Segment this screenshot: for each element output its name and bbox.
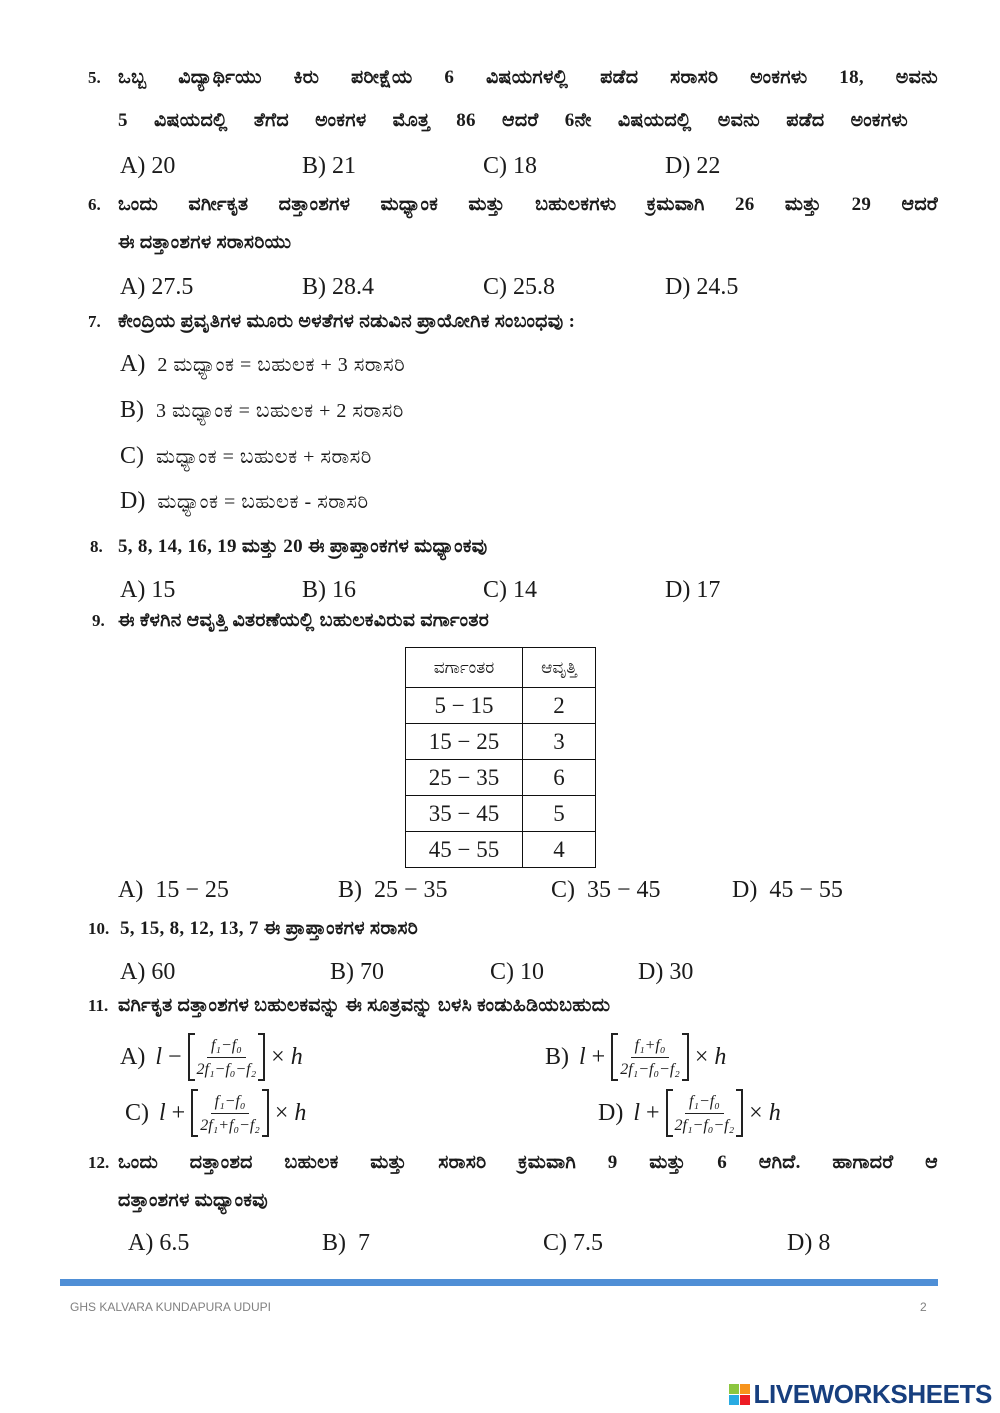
question-10-option-a[interactable]	[120, 956, 175, 988]
liveworksheets-logo[interactable]	[729, 1378, 992, 1410]
question-12-text-line-1: ಒಂದು ದತ್ತಾಂಶದ ಬಹುಲಕ ಮತ್ತು ಸರಾಸರಿ ಕ್ರಮವಾಗಿ 9 ಮತ್ತು 6 ಆಗಿದೆ. ಹಾಗಾದರೆ ಆ	[118, 1152, 938, 1173]
option-label: A)	[128, 1230, 154, 1256]
question-9-option-d[interactable]	[732, 874, 843, 906]
option-value: 22	[696, 153, 721, 179]
formula-denominator: 2f₁−f₀−f₂	[196, 1060, 257, 1078]
formula-times: ×	[749, 1099, 763, 1126]
frequency-table	[405, 647, 596, 868]
table-cell-class: 5 − 15	[406, 688, 523, 724]
formula-multiplier-h: h	[294, 1099, 307, 1126]
question-5-number: 5.	[88, 68, 101, 87]
logo-icon-square	[740, 1395, 750, 1405]
question-6-option-c[interactable]	[483, 271, 555, 303]
question-6-option-d[interactable]	[665, 271, 738, 303]
formula-fraction	[195, 1036, 259, 1079]
formula-multiplier-h: h	[290, 1043, 303, 1070]
option-value: 10	[520, 959, 544, 985]
question-5-text-line-1: ಒಬ್ಬ ವಿದ್ಯಾರ್ಥಿಯು ಕಿರು ಪರೀಕ್ಷೆಯ 6 ವಿಷಯಗಳಲ್ಲಿ ಪಡೆದ ಸರಾಸರಿ ಅಂಕಗಳು 18, ಅವನು	[118, 67, 938, 88]
formula-bracket	[611, 1033, 689, 1081]
option-label: A)	[120, 351, 146, 377]
option-label: C)	[483, 153, 507, 179]
option-value: 6.5	[159, 1230, 190, 1256]
option-label: B)	[338, 877, 362, 903]
option-label: D)	[665, 274, 691, 300]
table-cell-class: 35 − 45	[406, 796, 523, 832]
option-label: B)	[302, 274, 326, 300]
option-value: 25 − 35	[374, 877, 448, 903]
formula-numerator: f₁−f₀	[685, 1092, 724, 1114]
option-label: B)	[120, 397, 144, 423]
footer-divider-bar	[60, 1279, 938, 1286]
question-6-option-a[interactable]	[120, 271, 193, 303]
question-8-option-b[interactable]	[302, 574, 356, 606]
option-label: A)	[120, 153, 146, 179]
question-10-text-line-1: 5, 15, 8, 12, 13, 7 ಈ ಪ್ರಾಪ್ತಾಂಕಗಳ ಸರಾಸರಿ	[120, 918, 419, 939]
question-8-option-d[interactable]	[665, 574, 720, 606]
liveworksheets-logo-icon	[729, 1384, 750, 1405]
question-8-option-a[interactable]	[120, 574, 175, 606]
option-value: 28.4	[332, 274, 374, 300]
option-label: C)	[125, 1099, 149, 1126]
option-label: C)	[543, 1230, 567, 1256]
formula-operator: +	[171, 1099, 186, 1126]
question-11-number: 11.	[88, 996, 109, 1015]
option-value: 60	[151, 959, 176, 985]
table-cell-class: 15 − 25	[406, 724, 523, 760]
question-10-option-d[interactable]	[638, 956, 693, 988]
option-value: ಮಧ್ಯಾಂಕ = ಬಹುಲಕ + ಸರಾಸರಿ	[156, 446, 372, 468]
formula-denominator: 2f₁+f₀−f₂	[200, 1116, 260, 1134]
option-label: D)	[638, 959, 664, 985]
option-value: 16	[332, 577, 356, 603]
question-9-option-b[interactable]	[338, 874, 448, 906]
table-cell-frequency: 5	[523, 796, 596, 832]
option-label: B)	[330, 959, 354, 985]
option-value: 2 ಮಧ್ಯಾಂಕ = ಬಹುಲಕ + 3 ಸರಾಸರಿ	[157, 354, 406, 376]
question-9-number: 9.	[92, 611, 105, 630]
option-label: D)	[787, 1230, 813, 1256]
option-value: 15	[151, 577, 176, 603]
option-value: 27.5	[151, 274, 194, 300]
formula-operator: +	[591, 1043, 606, 1070]
question-11-option-b[interactable]	[545, 1029, 726, 1085]
option-label: C)	[483, 577, 507, 603]
option-label: A)	[120, 959, 146, 985]
question-7-option-b[interactable]	[120, 394, 920, 426]
option-value: 25.8	[513, 274, 555, 300]
formula-numerator: f₁−f₀	[207, 1036, 246, 1058]
question-11-option-a[interactable]	[120, 1029, 303, 1085]
question-5-option-a[interactable]	[120, 150, 175, 182]
option-label: C)	[490, 959, 514, 985]
question-6-text-line-1: ಒಂದು ವರ್ಗೀಕೃತ ದತ್ತಾಂಶಗಳ ಮಧ್ಯಾಂಕ ಮತ್ತು ಬಹುಲಕಗಳು ಕ್ರಮವಾಗಿ 26 ಮತ್ತು 29 ಆದರೆ	[118, 194, 938, 215]
formula-fraction	[673, 1092, 737, 1135]
question-6-option-b[interactable]	[302, 271, 374, 303]
option-label: B)	[322, 1230, 346, 1256]
option-label: D)	[665, 153, 691, 179]
option-label: B)	[302, 577, 326, 603]
question-12-option-d[interactable]	[787, 1227, 830, 1259]
option-label: A)	[120, 577, 146, 603]
formula-bracket	[666, 1089, 744, 1137]
option-value: 14	[513, 577, 537, 603]
question-11-option-d[interactable]	[598, 1085, 781, 1141]
option-value: 3 ಮಧ್ಯಾಂಕ = ಬಹುಲಕ + 2 ಸರಾಸರಿ	[156, 400, 404, 422]
option-value: 15 − 25	[155, 877, 229, 903]
formula-multiplier-h: h	[768, 1099, 781, 1126]
formula-variable-l: l	[579, 1043, 586, 1070]
table-row	[406, 760, 596, 796]
table-row	[406, 724, 596, 760]
option-label: A)	[118, 877, 144, 903]
table-cell-frequency: 2	[523, 688, 596, 724]
question-12-option-a[interactable]	[128, 1227, 189, 1259]
table-cell-class: 45 − 55	[406, 832, 523, 868]
question-8-number: 8.	[90, 537, 103, 556]
question-12-number: 12.	[88, 1153, 110, 1172]
option-value: 45 − 55	[769, 877, 843, 903]
formula-times: ×	[694, 1043, 709, 1070]
question-9-option-a[interactable]	[118, 874, 229, 906]
formula-operator: −	[168, 1043, 182, 1070]
question-7-option-a[interactable]	[120, 348, 920, 380]
table-row	[406, 688, 596, 724]
option-value: 7.5	[573, 1230, 603, 1256]
option-value: ಮಧ್ಯಾಂಕ = ಬಹುಲಕ - ಸರಾಸರಿ	[157, 491, 369, 513]
option-value: 24.5	[696, 274, 739, 300]
footer-school-name: GHS KALVARA KUNDAPURA UDUPI	[70, 1300, 271, 1314]
option-value: 30	[669, 959, 694, 985]
option-label: D)	[665, 577, 691, 603]
table-header-row	[406, 648, 596, 688]
question-11-option-c[interactable]	[125, 1085, 306, 1141]
liveworksheets-logo-text: LIVEWORKSHEETS	[753, 1378, 992, 1409]
question-7-option-c[interactable]	[120, 440, 920, 472]
formula-fraction	[198, 1092, 262, 1135]
option-value: 35 − 45	[587, 877, 661, 903]
question-8-text-line-1: 5, 8, 14, 16, 19 ಮತ್ತು 20 ಈ ಪ್ರಾಪ್ತಾಂಕಗಳ ಮಧ್ಯಾಂಕವು	[118, 536, 488, 557]
formula-bracket	[188, 1033, 266, 1081]
formula-times: ×	[271, 1043, 285, 1070]
formula-bracket	[191, 1089, 269, 1137]
formula-numerator: f₁−f₀	[211, 1092, 250, 1114]
option-label: C)	[551, 877, 575, 903]
question-5-option-b[interactable]	[302, 150, 356, 182]
table-row	[406, 832, 596, 868]
option-label: B)	[545, 1043, 569, 1070]
question-6-number: 6.	[88, 195, 101, 214]
option-label: A)	[120, 1043, 146, 1070]
question-8-option-c[interactable]	[483, 574, 537, 606]
option-value: 7	[358, 1230, 370, 1256]
option-label: D)	[120, 488, 146, 514]
option-label: D)	[598, 1099, 624, 1126]
table-cell-frequency: 3	[523, 724, 596, 760]
formula-operator: +	[646, 1099, 660, 1126]
question-9-text-line-1: ಈ ಕೆಳಗಿನ ಆವೃತ್ತಿ ವಿತರಣೆಯಲ್ಲಿ ಬಹುಲಕವಿರುವ ವರ್ಗಾಂತರ	[118, 610, 490, 631]
option-value: 21	[332, 153, 356, 179]
question-5-option-d[interactable]	[665, 150, 720, 182]
footer-page-number: 2	[920, 1300, 927, 1314]
option-label: A)	[120, 274, 146, 300]
formula-variable-l: l	[155, 1043, 162, 1070]
question-9-option-c[interactable]	[551, 874, 661, 906]
formula-numerator: f₁+f₀	[631, 1036, 670, 1058]
option-label: B)	[302, 153, 326, 179]
formula-denominator: 2f₁−f₀−f₂	[620, 1060, 680, 1078]
question-12-option-c[interactable]	[543, 1227, 603, 1259]
question-5-option-c[interactable]	[483, 150, 537, 182]
question-7-text-line-1: ಕೇಂದ್ರಿಯ ಪ್ರವೃತಿಗಳ ಮೂರು ಅಳತೆಗಳ ನಡುವಿನ ಪ್ರಾಯೋಗಿಕ ಸಂಬಂಧವು :	[118, 311, 576, 332]
option-value: 18	[513, 153, 537, 179]
option-label: C)	[483, 274, 507, 300]
question-6-text-line-2: ಈ ದತ್ತಾಂಶಗಳ ಸರಾಸರಿಯು	[118, 232, 292, 253]
logo-icon-square	[729, 1395, 739, 1405]
formula-variable-l: l	[159, 1099, 166, 1126]
option-value: 20	[151, 153, 176, 179]
question-12-text-line-2: ದತ್ತಾಂಶಗಳ ಮಧ್ಯಾಂಕವು	[118, 1190, 268, 1211]
question-7-number: 7.	[88, 312, 101, 331]
header-frequency: ಆವೃತ್ತಿ	[523, 648, 596, 688]
question-12-option-b[interactable]	[322, 1227, 370, 1259]
formula-times: ×	[274, 1099, 289, 1126]
logo-icon-square	[729, 1384, 739, 1394]
question-11-text-line-1: ವರ್ಗಿಕೃತ ದತ್ತಾಂಶಗಳ ಬಹುಲಕವನ್ನು ಈ ಸೂತ್ರವನ್ನು ಬಳಸಿ ಕಂಡುಹಿಡಿಯಬಹುದು	[118, 995, 611, 1016]
question-10-number: 10.	[88, 919, 110, 938]
formula-variable-l: l	[633, 1099, 640, 1126]
option-value: 17	[696, 577, 721, 603]
formula-fraction	[618, 1036, 682, 1079]
table-cell-class: 25 − 35	[406, 760, 523, 796]
table-cell-frequency: 6	[523, 760, 596, 796]
table-cell-frequency: 4	[523, 832, 596, 868]
formula-multiplier-h: h	[714, 1043, 727, 1070]
question-10-option-b[interactable]	[330, 956, 384, 988]
logo-icon-square	[740, 1384, 750, 1394]
option-label: C)	[120, 443, 144, 469]
question-5-text-line-2: 5 ವಿಷಯದಲ್ಲಿ ತೆಗೆದ ಅಂಕಗಳ ಮೊತ್ತ 86 ಆದರೆ 6ನೇ ವಿಷಯದಲ್ಲಿ ಅವನು ಪಡೆದ ಅಂಕಗಳು	[118, 110, 908, 131]
header-class-interval: ವರ್ಗಾಂತರ	[406, 648, 523, 688]
option-value: 8	[818, 1230, 831, 1256]
formula-denominator: 2f₁−f₀−f₂	[674, 1116, 735, 1134]
option-label: D)	[732, 877, 758, 903]
question-10-option-c[interactable]	[490, 956, 544, 988]
question-7-option-d[interactable]	[120, 485, 920, 517]
table-row	[406, 796, 596, 832]
option-value: 70	[360, 959, 384, 985]
